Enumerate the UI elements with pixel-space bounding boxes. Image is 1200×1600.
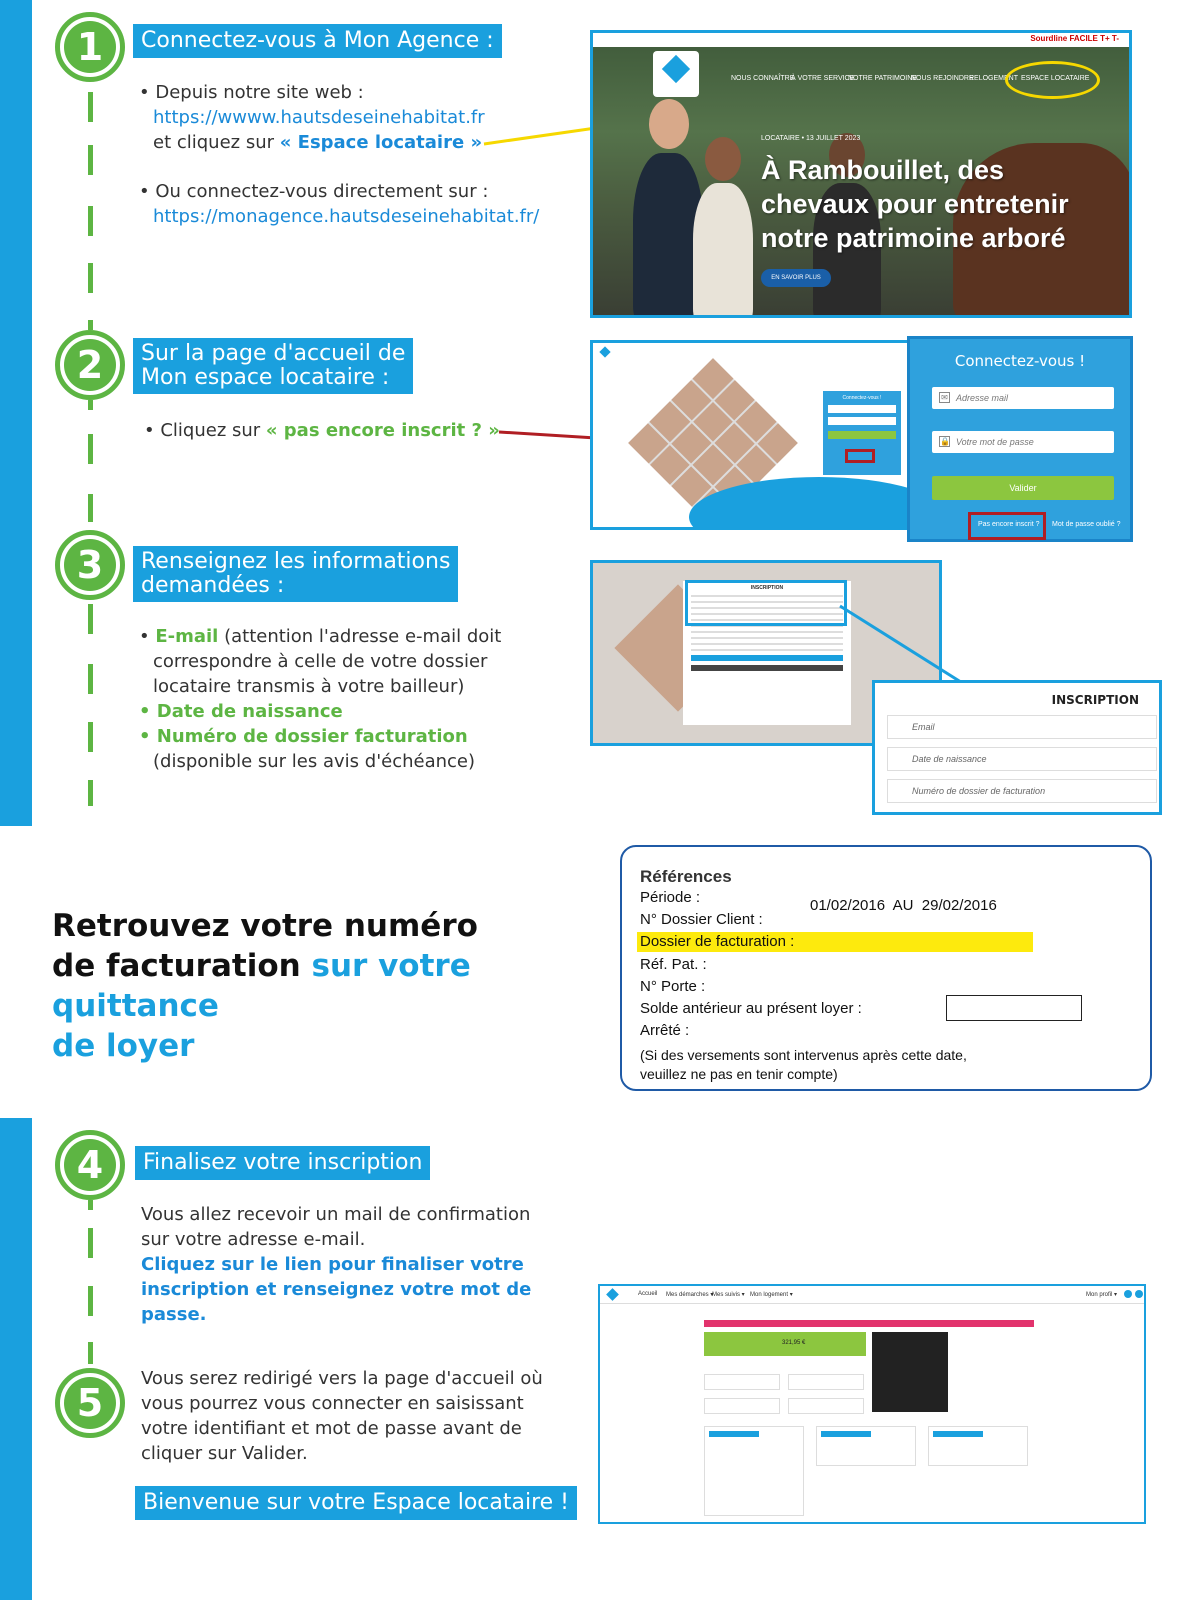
receipt-arrete: Arrêté : (640, 1022, 690, 1039)
quittance-blue: de loyer (52, 1028, 195, 1064)
step-5-circle (55, 1368, 125, 1438)
profile-menu[interactable]: Mon profil ▾ (1086, 1292, 1118, 1298)
hero-headline: À Rambouillet, des chevaux pour entretenir notre patrimoine arboré (761, 155, 1069, 253)
step-4-blue-line: Cliquez sur le lien pour finaliser votre (141, 1254, 524, 1275)
step-number: 2 (64, 339, 116, 391)
step-2-title-line: Mon espace locataire : (141, 365, 390, 390)
click-text: et cliquez sur (153, 132, 280, 153)
blue-pointer-line (830, 600, 1130, 690)
nav-item[interactable]: RELOGEMENT (969, 75, 1019, 82)
quittance-line: Retrouvez votre numéro (52, 908, 478, 944)
mail-icon: ✉ (939, 392, 950, 403)
nav-item[interactable]: NOUS CONNAÎTRE (731, 75, 795, 82)
mini-submit (828, 431, 896, 439)
user-icon[interactable] (1135, 1290, 1143, 1298)
validate-button[interactable]: Valider (932, 476, 1114, 500)
mini-back (691, 665, 843, 671)
side-bar-top (0, 0, 32, 826)
step-3-title-line: Renseignez les informations (141, 549, 451, 574)
email-label: E-mail (155, 626, 219, 647)
invoice-bullet: • Numéro de dossier facturation (139, 726, 468, 747)
en-savoir-plus-button[interactable]: EN SAVOIR PLUS (761, 269, 831, 287)
email-note: locataire transmis à votre bailleur) (153, 676, 465, 697)
step-1-title: Connectez-vous à Mon Agence : (133, 24, 502, 58)
step-3-text (139, 624, 559, 774)
tile-travaux[interactable] (788, 1398, 864, 1414)
dash-connector (88, 1200, 93, 1210)
dash-connector (88, 320, 93, 330)
espace-locataire-link[interactable]: « Espace locataire » (279, 132, 483, 153)
dash-connector (88, 206, 93, 236)
login-panel-zoom (907, 336, 1133, 542)
receipt-periode-value: 01/02/2016 AU 29/02/2016 (810, 897, 997, 914)
receipt-solde: Solde antérieur au présent loyer : (640, 1000, 862, 1017)
person (693, 183, 753, 318)
receipt-title: Références (640, 867, 732, 886)
lock-icon: 🔒 (940, 437, 950, 446)
receipt-note: (Si des versements sont intervenus après cette date, (640, 1047, 967, 1063)
nav-item[interactable]: À VOTRE SERVICE (791, 75, 855, 82)
card-header (933, 1431, 983, 1437)
dash-connector (88, 92, 93, 122)
signup-title: INSCRIPTION (1051, 693, 1139, 707)
dash-connector (88, 1286, 93, 1316)
mini-login-title: Connectez-vous ! (842, 395, 882, 401)
tile-contact[interactable] (788, 1374, 864, 1390)
step-3-title (133, 546, 458, 602)
signup-zoom (872, 680, 1162, 815)
person-head (649, 99, 689, 149)
nav-item-espace-locataire[interactable]: ESPACE LOCATAIRE (1021, 75, 1090, 82)
signup-email-field[interactable]: Email (887, 715, 1157, 739)
birth-label: Date de naissance (156, 701, 343, 722)
balance-box (704, 1332, 866, 1356)
dash-connector (88, 400, 93, 410)
receipt-dossier-facturation: Dossier de facturation : (640, 933, 795, 950)
card-header (821, 1431, 871, 1437)
invoice-label: Numéro de dossier facturation (156, 726, 468, 747)
dash-connector (88, 1342, 93, 1364)
dash-connector (88, 604, 93, 634)
step-2-circle (55, 330, 125, 400)
password-placeholder: Votre mot de passe (956, 437, 1034, 447)
step-5-line: vous pourrez vous connecter en saisissant (141, 1393, 524, 1414)
card-demandes (928, 1426, 1028, 1466)
step-5-line: cliquer sur Valider. (141, 1443, 308, 1464)
step-2-title (133, 338, 413, 394)
dashboard-nav (600, 1286, 1144, 1304)
logo-diamond-icon (662, 55, 690, 83)
line (691, 649, 843, 651)
mini-highlight-box (845, 449, 875, 463)
quittance-line (52, 946, 612, 1026)
line (691, 631, 843, 633)
dash-connector (88, 664, 93, 694)
news-box (872, 1332, 948, 1412)
dashboard-screenshot (598, 1284, 1146, 1524)
step-2-text (144, 418, 504, 443)
email-field[interactable] (932, 387, 1114, 409)
receipt-ref-pat: Réf. Pat. : (640, 956, 707, 973)
website-link[interactable]: https://wwww.hautsdeseinehabitat.fr (153, 107, 485, 128)
balance-amount: 321,95 € (782, 1340, 806, 1346)
dash-nav-item[interactable]: Accueil (638, 1291, 658, 1297)
dash-nav-item[interactable]: Mes suivis ▾ (712, 1292, 745, 1298)
step-4-text (141, 1202, 601, 1327)
dash-connector (88, 263, 93, 293)
dashboard-logo-icon (606, 1288, 619, 1301)
card-header (709, 1431, 759, 1437)
card-infos (704, 1426, 804, 1516)
dash-connector (88, 145, 93, 175)
fields-highlight (685, 580, 847, 626)
email-note: correspondre à celle de votre dossier (153, 651, 488, 672)
step-4-line: Vous allez recevoir un mail de confirmation (141, 1204, 531, 1225)
step-3-title-line: demandées : (141, 573, 285, 598)
quittance-heading (52, 906, 612, 1066)
alert-bar (704, 1320, 1034, 1327)
receipt-references (620, 845, 1152, 1091)
step-4-circle (55, 1130, 125, 1200)
receipt-dossier-client: N° Dossier Client : (640, 911, 763, 928)
step-2-bullet: • Cliquez sur (144, 420, 266, 441)
tile-demandes[interactable] (704, 1398, 780, 1414)
bullet-direct: • Ou connectez-vous directement sur : (139, 181, 489, 202)
line (691, 637, 843, 639)
quittance-blue: sur votre quittance (52, 948, 471, 1024)
dash-connector (88, 1228, 93, 1258)
highlight-oval (1005, 61, 1100, 99)
dash-connector (88, 722, 93, 752)
forgot-password-link[interactable]: Mot de passe oublié ? (1052, 521, 1121, 528)
receipt-note: veuillez ne pas en tenir compte) (640, 1066, 838, 1082)
email-bullet: • E-mail (attention l'adresse e-mail doit (139, 626, 502, 647)
person-head (705, 137, 741, 181)
nav-item[interactable]: NOTRE PATRIMOINE (848, 75, 917, 82)
article-date: LOCATAIRE • 13 JUILLET 2023 (761, 135, 861, 142)
mini-email-field (828, 405, 896, 413)
mini-validate (691, 655, 843, 661)
login-title: Connectez-vous ! (954, 352, 1086, 370)
password-field[interactable] (932, 431, 1114, 453)
agence-link[interactable]: https://monagence.hautsdeseinehabitat.fr/ (153, 206, 540, 227)
accessibility-tools[interactable]: Sourdline FACILE T+ T- (1030, 34, 1119, 43)
signup-birth-field[interactable]: Date de naissance (887, 747, 1157, 771)
mini-signup-title: INSCRIPTION (750, 585, 784, 591)
dash-connector (88, 780, 93, 806)
step-5-line: votre identifiant et mot de passe avant de (141, 1418, 522, 1439)
card-rdv (816, 1426, 916, 1466)
mini-password-field (828, 417, 896, 425)
invoice-note: (disponible sur les avis d'échéance) (153, 751, 476, 772)
step-4-blue-line: inscription et renseignez votre mot de passe. (141, 1279, 532, 1325)
website-topbar (593, 33, 1129, 47)
step-number: 1 (64, 21, 116, 73)
login-page-logo-icon (599, 346, 610, 357)
solde-box (946, 995, 1082, 1021)
pas-encore-inscrit-link[interactable]: « pas encore inscrit ? » (265, 420, 500, 441)
receipt-periode: Période : (640, 889, 701, 906)
email-note: (attention l'adresse e-mail doit (218, 626, 502, 647)
quittance-black: de facturation (52, 948, 312, 984)
step-2-title-line: Sur la page d'accueil de (141, 341, 406, 366)
welcome-banner: Bienvenue sur votre Espace locataire ! (135, 1486, 577, 1520)
side-bar-bottom (0, 1118, 32, 1600)
not-registered-link[interactable]: Pas encore inscrit ? (978, 521, 1040, 528)
birth-bullet: • Date de naissance (139, 701, 343, 722)
dash-nav-item[interactable]: Mes démarches ▾ (666, 1292, 714, 1298)
step-4-title: Finalisez votre inscription (135, 1146, 430, 1180)
nav-item[interactable]: NOUS REJOINDRE (911, 75, 974, 82)
dash-nav-item[interactable]: Mon logement ▾ (750, 1292, 793, 1298)
dash-connector (88, 434, 93, 464)
login-page-screenshot (590, 340, 912, 530)
receipt-porte: N° Porte : (640, 978, 706, 995)
step-number: 4 (64, 1139, 116, 1191)
step-number: 5 (64, 1377, 116, 1429)
step-5-line: Vous serez redirigé vers la page d'accueil où (141, 1368, 543, 1389)
site-logo (653, 51, 699, 97)
step-5-text (141, 1366, 571, 1466)
search-icon[interactable] (1124, 1290, 1132, 1298)
email-placeholder: Adresse mail (956, 393, 1009, 403)
signup-invoice-field[interactable]: Numéro de dossier de facturation (887, 779, 1157, 803)
not-registered-highlight (968, 512, 1046, 540)
tile-documents[interactable] (704, 1374, 780, 1390)
step-number: 3 (64, 539, 116, 591)
dash-connector (88, 494, 93, 522)
website-screenshot (590, 30, 1132, 318)
step-4-line: sur votre adresse e-mail. (141, 1229, 366, 1250)
step-3-circle (55, 530, 125, 600)
bullet-website: • Depuis notre site web : (139, 82, 364, 103)
line (691, 643, 843, 645)
step-1-circle (55, 12, 125, 82)
